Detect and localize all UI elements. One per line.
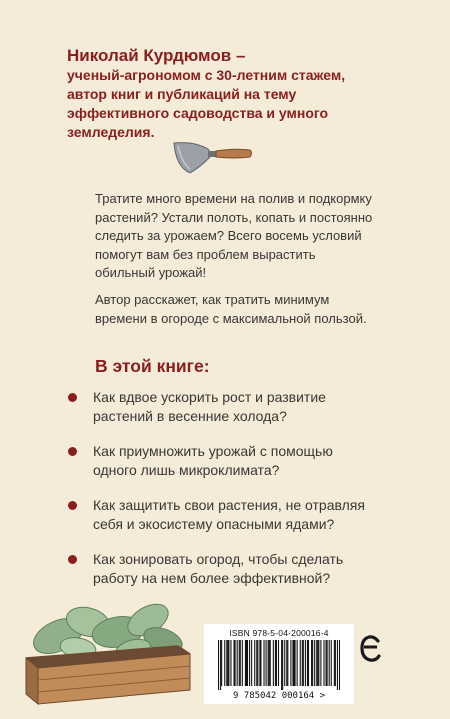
bullet-dot-icon	[68, 447, 77, 456]
barcode-icon	[218, 640, 340, 690]
list-item-line: одного лишь микроклимата?	[93, 461, 280, 478]
author-block	[67, 46, 407, 142]
bullet-dot-icon	[68, 501, 77, 510]
author-description-line: эффективного садоводства и умного	[67, 105, 329, 121]
author-description	[67, 66, 407, 142]
section-title: В этой книге:	[95, 356, 210, 376]
intro-line: растений? Устали полоть, копать и постоянно	[95, 209, 373, 225]
intro-paragraph-2	[95, 291, 415, 328]
author-name: Николай Курдюмов –	[67, 46, 246, 65]
list-item-line: растений в весенние холода?	[93, 407, 287, 424]
list-item	[68, 496, 428, 533]
intro-line: Тратите много времени на полив и подкормку	[95, 191, 372, 206]
author-description-line: земледелия.	[67, 124, 155, 140]
barcode-number: 9 785042 000164 >	[232, 691, 326, 701]
intro-line: обильный урожай!	[95, 265, 207, 280]
garden-trowel-icon	[172, 137, 254, 179]
list-item-line: Как зонировать огород, чтобы сделать	[93, 551, 344, 567]
list-item	[68, 550, 428, 587]
list-item-line: Как приумножить урожай с помощью	[93, 443, 333, 459]
author-description-line: ученый-агрономом с 30-летним стажем,	[67, 67, 346, 83]
author-description-line: автор книг и публикаций на тему	[67, 86, 297, 102]
list-item	[68, 388, 428, 425]
isbn-text: ISBN 978-5-04-200016-4	[229, 628, 329, 638]
feature-list	[68, 388, 428, 604]
intro-line: Автор расскажет, как тратить минимум	[95, 292, 330, 307]
list-item	[68, 442, 428, 479]
list-item-line: Как вдвое ускорить рост и развитие	[93, 389, 326, 405]
list-item-line: работу на нем более эффективной?	[93, 569, 331, 586]
list-item-line: себя и экосистему опасными ядами?	[93, 515, 335, 532]
barcode-panel	[204, 624, 354, 704]
intro-paragraph-1	[95, 190, 415, 283]
intro-line: времени в огороде с максимальной пользой.	[95, 310, 367, 326]
planter-box-illustration	[18, 596, 193, 708]
publisher-logo-icon	[360, 635, 382, 663]
list-item-line: Как защитить свои растения, не отравляя	[93, 497, 365, 513]
bullet-dot-icon	[68, 555, 77, 564]
intro-line: следить за урожаем? Всего восемь условий	[95, 228, 362, 243]
intro-line: помогут вам без проблем вырастить	[95, 246, 316, 262]
bullet-dot-icon	[68, 393, 77, 402]
